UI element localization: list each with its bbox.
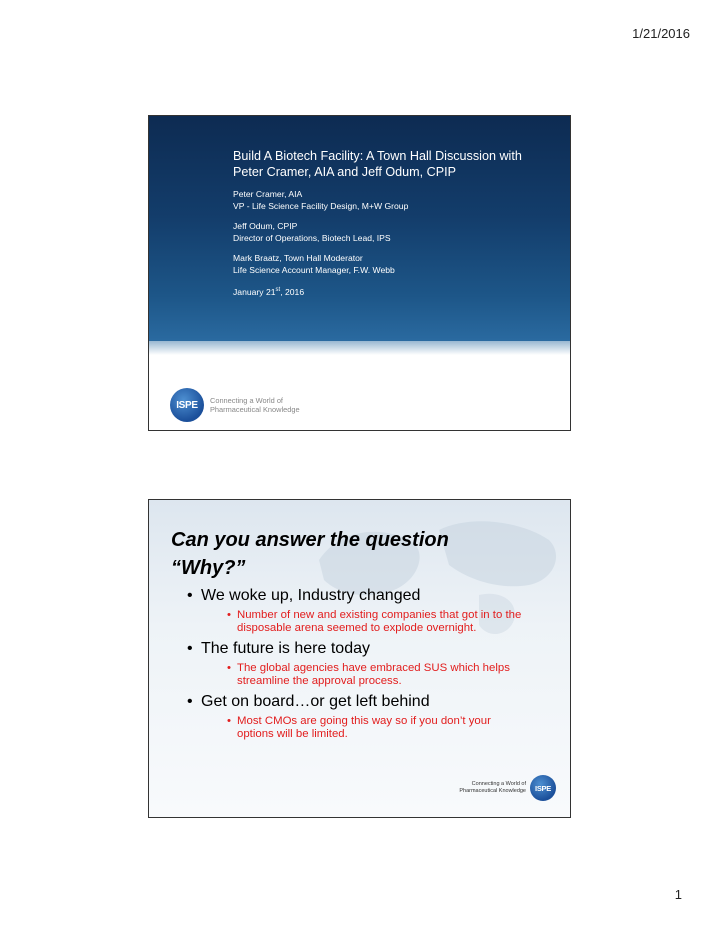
date-year: , 2016	[280, 286, 305, 297]
sub-bullet-item: • Most CMOs are going this way so if you don’t your options will be limited.	[171, 715, 527, 741]
speaker-block	[233, 220, 553, 244]
speaker-role: VP - Life Science Facility Design, M+W Group	[233, 201, 409, 211]
ispe-logo-row	[170, 388, 300, 422]
tagline-line: Connecting a World of	[210, 396, 283, 405]
slide-title-line: “Why?”	[171, 557, 246, 579]
content-slide-body	[171, 526, 561, 745]
speaker-name: Jeff Odum, CPIP	[233, 221, 298, 231]
presentation-date	[233, 284, 553, 298]
bullet-item: • The future is here today	[171, 639, 561, 659]
title-slide-content	[233, 148, 553, 298]
tagline-line: Connecting a World of	[471, 781, 526, 787]
slide-title	[171, 526, 561, 582]
ispe-logo-row	[459, 775, 556, 801]
date-suffix: st	[275, 287, 281, 293]
speaker-block	[233, 188, 553, 212]
ispe-logo-icon: ISPE	[530, 775, 556, 801]
ispe-logo-icon: ISPE	[170, 388, 204, 422]
tagline-line: Pharmaceutical Knowledge	[210, 405, 300, 414]
slide-title-line: Can you answer the question	[171, 529, 449, 551]
page-number: 1	[674, 887, 682, 902]
sub-bullet-item: • The global agencies have embraced SUS which helps streamline the approval process.	[171, 662, 527, 688]
title-slide	[148, 115, 571, 431]
logo-tagline	[210, 396, 300, 414]
sub-bullet-item: • Number of new and existing companies that got in to the disposable arena seemed to explode overnight.	[171, 609, 527, 635]
speaker-role: Life Science Account Manager, F.W. Webb	[233, 265, 395, 275]
logo-tagline	[459, 781, 526, 795]
speaker-block	[233, 252, 553, 276]
content-slide	[148, 499, 571, 818]
presentation-title: Build A Biotech Facility: A Town Hall Discussion with Peter Cramer, AIA and Jeff Odum, CPIP	[233, 149, 522, 179]
page-date: 1/21/2016	[632, 26, 690, 41]
bullet-item: • We woke up, Industry changed	[171, 586, 561, 606]
date-main: January 21	[233, 286, 276, 297]
speaker-name: Mark Braatz, Town Hall Moderator	[233, 253, 363, 263]
bullet-item: • Get on board…or get left behind	[171, 692, 561, 712]
speaker-role: Director of Operations, Biotech Lead, IPS	[233, 233, 391, 243]
speaker-name: Peter Cramer, AIA	[233, 189, 303, 199]
tagline-line: Pharmaceutical Knowledge	[459, 788, 526, 794]
